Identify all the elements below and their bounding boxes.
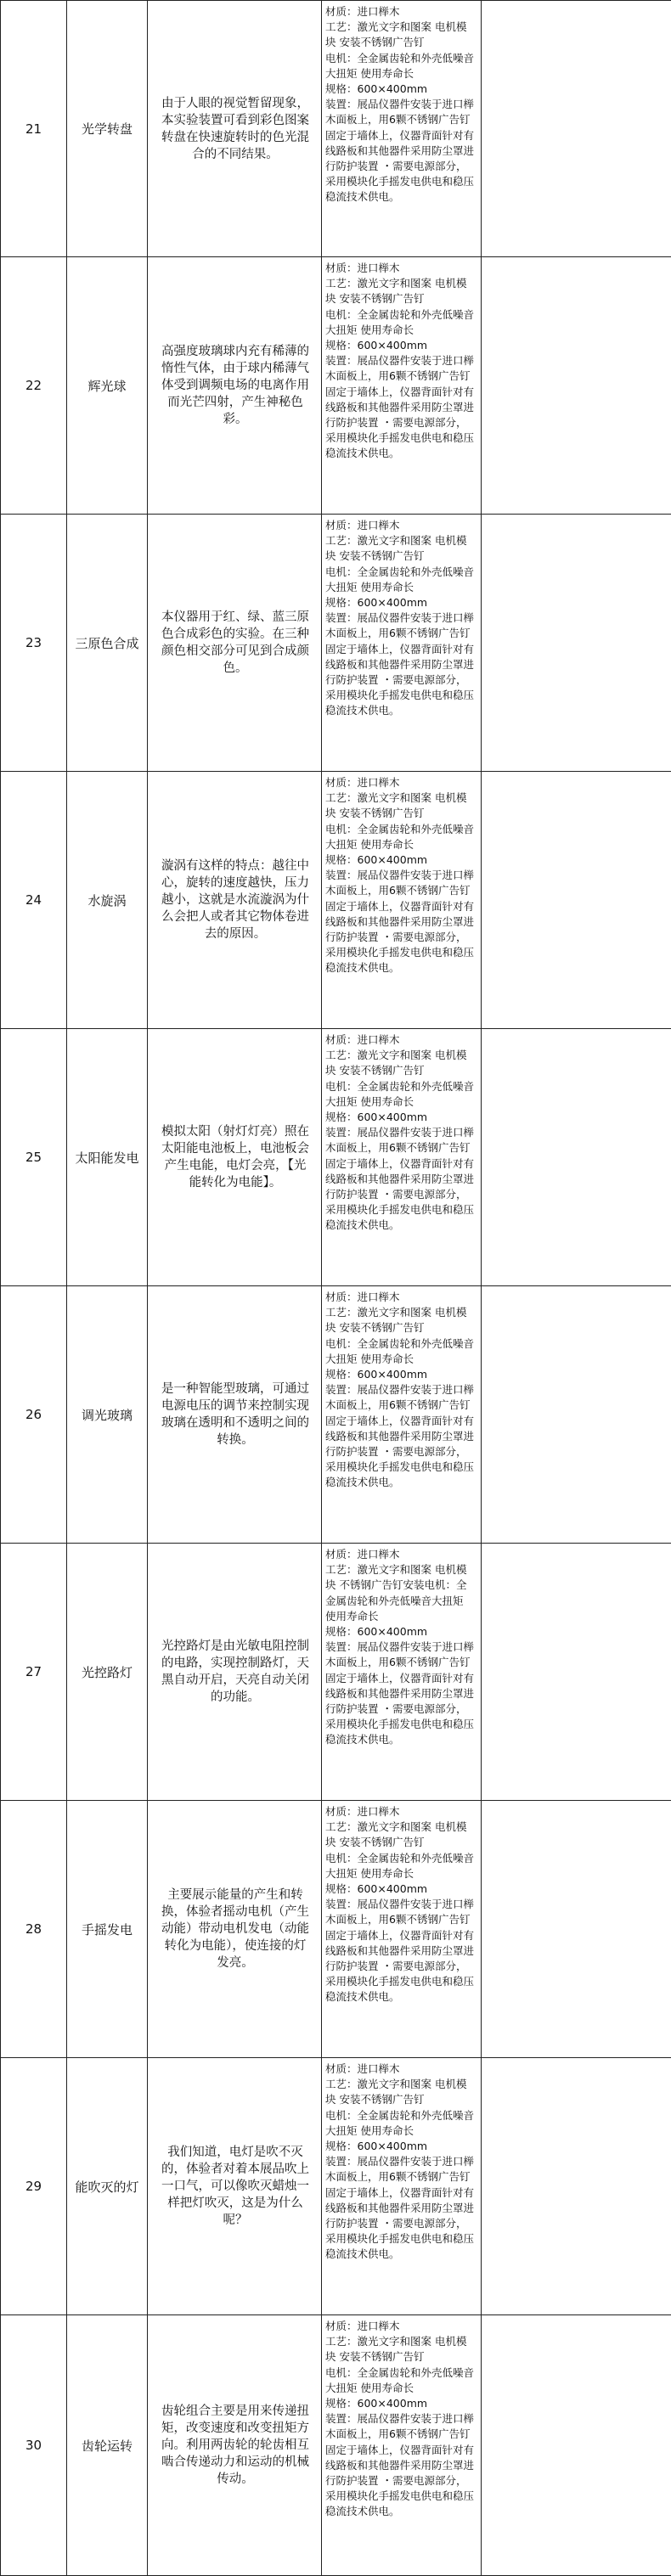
exhibit-photo bbox=[482, 2058, 671, 2315]
exhibit-description: 高强度玻璃球内充有稀薄的惰性气体，由于球内稀薄气体受到调频电场的电离作用而光芒四射，产生神秘色彩。 bbox=[148, 257, 322, 515]
exhibit-spec: 材质：进口榉木 工艺：激光文字和图案 电机模块 安装不锈钢广告钉 电机：全金属齿轮和外壳低噪音大扭矩 使用寿命长 规格：600×400mm 装置：展品仪器件安装于进口榉木面板上，用6颗不锈钢广告钉固定于墙体上，仪器背面针对有线路板和其他器件采用防尘罩进行防护装置 ・需要电源部分，采用模块化手摇发电供电和稳压稳流技术供电。 bbox=[322, 1029, 482, 1286]
exhibit-name: 辉光球 bbox=[67, 257, 148, 515]
exhibit-description: 光控路灯是由光敏电阻控制的电路，实现控制路灯，天黑自动开启，天亮自动关闭的功能。 bbox=[148, 1544, 322, 1801]
table-row bbox=[1, 257, 671, 515]
exhibit-spec: 材质：进口榉木 工艺：激光文字和图案 电机模块 安装不锈钢广告钉 电机：全金属齿轮和外壳低噪音大扭矩 使用寿命长 规格：600×400mm 装置：展品仪器件安装于进口榉木面板上，用6颗不锈钢广告钉固定于墙体上，仪器背面针对有线路板和其他器件采用防尘罩进行防护装置 ・需要电源部分，采用模块化手摇发电供电和稳压稳流技术供电。 bbox=[322, 2058, 482, 2315]
exhibit-description: 我们知道，电灯是吹不灭的，体验者对着本展品吹上一口气，可以像吹灭蜡烛一样把灯吹灭，这是为什么呢？ bbox=[148, 2058, 322, 2315]
table-row bbox=[1, 1544, 671, 1801]
exhibit-photo bbox=[482, 1286, 671, 1544]
table-row bbox=[1, 1286, 671, 1544]
exhibit-description: 是一种智能型玻璃，可通过电源电压的调节来控制实现玻璃在透明和不透明之间的转换。 bbox=[148, 1286, 322, 1544]
exhibit-name: 能吹灭的灯 bbox=[67, 2058, 148, 2315]
exhibit-spec: 材质：进口榉木 工艺：激光文字和图案 电机模块 安装不锈钢广告钉 电机：全金属齿轮和外壳低噪音大扭矩 使用寿命长 规格：600×400mm 装置：展品仪器件安装于进口榉木面板上，用6颗不锈钢广告钉固定于墙体上，仪器背面针对有线路板和其他器件采用防尘罩进行防护装置 ・需要电源部分，采用模块化手摇发电供电和稳压稳流技术供电。 bbox=[322, 1286, 482, 1544]
exhibit-description: 由于人眼的视觉暂留现象，本实验装置可看到彩色图案转盘在快速旋转时的色光混合的不同结果。 bbox=[148, 1, 322, 257]
exhibit-photo bbox=[482, 1, 671, 257]
exhibit-name: 水旋涡 bbox=[67, 772, 148, 1029]
exhibit-name: 三原色合成 bbox=[67, 515, 148, 772]
exhibit-spec: 材质：进口榉木 工艺：激光文字和图案 电机模块 安装不锈钢广告钉 电机：全金属齿轮和外壳低噪音大扭矩 使用寿命长 规格：600×400mm 装置：展品仪器件安装于进口榉木面板上，用6颗不锈钢广告钉固定于墙体上，仪器背面针对有线路板和其他器件采用防尘罩进行防护装置 ・需要电源部分，采用模块化手摇发电供电和稳压稳流技术供电。 bbox=[322, 772, 482, 1029]
exhibit-description: 本仪器用于红、绿、蓝三原色合成彩色的实验。在三种颜色相交部分可见到合成颜色。 bbox=[148, 515, 322, 772]
table-row bbox=[1, 1, 671, 257]
table-row bbox=[1, 2315, 671, 2576]
table-row bbox=[1, 772, 671, 1029]
exhibit-name: 齿轮运转 bbox=[67, 2315, 148, 2576]
exhibit-photo bbox=[482, 1029, 671, 1286]
row-number: 22 bbox=[1, 257, 67, 515]
exhibit-description: 主要展示能量的产生和转换，体验者摇动电机（产生动能）带动电机发电（动能转化为电能），使连接的灯发亮。 bbox=[148, 1801, 322, 2058]
exhibit-description: 齿轮组合主要是用来传递扭矩，改变速度和改变扭矩方向。利用两齿轮的轮齿相互啮合传递动力和运动的机械传动。 bbox=[148, 2315, 322, 2576]
exhibit-name: 光控路灯 bbox=[67, 1544, 148, 1801]
table-row bbox=[1, 2058, 671, 2315]
exhibit-photo bbox=[482, 1544, 671, 1801]
row-number: 26 bbox=[1, 1286, 67, 1544]
exhibit-spec: 材质：进口榉木 工艺：激光文字和图案 电机模块 安装不锈钢广告钉 电机：全金属齿轮和外壳低噪音大扭矩 使用寿命长 规格：600×400mm 装置：展品仪器件安装于进口榉木面板上，用6颗不锈钢广告钉固定于墙体上，仪器背面针对有线路板和其他器件采用防尘罩进行防护装置 ・需要电源部分，采用模块化手摇发电供电和稳压稳流技术供电。 bbox=[322, 2315, 482, 2576]
exhibit-photo bbox=[482, 2315, 671, 2576]
row-number: 24 bbox=[1, 772, 67, 1029]
exhibit-spec: 材质：进口榉木 工艺：激光文字和图案 电机模块 安装不锈钢广告钉 电机：全金属齿轮和外壳低噪音大扭矩 使用寿命长 规格：600×400mm 装置：展品仪器件安装于进口榉木面板上，用6颗不锈钢广告钉固定于墙体上，仪器背面针对有线路板和其他器件采用防尘罩进行防护装置 ・需要电源部分，采用模块化手摇发电供电和稳压稳流技术供电。 bbox=[322, 1801, 482, 2058]
row-number: 25 bbox=[1, 1029, 67, 1286]
exhibit-spec: 材质：进口榉木 工艺：激光文字和图案 电机模块 安装不锈钢广告钉 电机：全金属齿轮和外壳低噪音大扭矩 使用寿命长 规格：600×400mm 装置：展品仪器件安装于进口榉木面板上，用6颗不锈钢广告钉固定于墙体上，仪器背面针对有线路板和其他器件采用防尘罩进行防护装置 ・需要电源部分，采用模块化手摇发电供电和稳压稳流技术供电。 bbox=[322, 1, 482, 257]
row-number: 23 bbox=[1, 515, 67, 772]
exhibit-spec: 材质：进口榉木 工艺：激光文字和图案 电机模块 安装不锈钢广告钉 电机：全金属齿轮和外壳低噪音大扭矩 使用寿命长 规格：600×400mm 装置：展品仪器件安装于进口榉木面板上，用6颗不锈钢广告钉固定于墙体上，仪器背面针对有线路板和其他器件采用防尘罩进行防护装置 ・需要电源部分，采用模块化手摇发电供电和稳压稳流技术供电。 bbox=[322, 515, 482, 772]
exhibit-name: 调光玻璃 bbox=[67, 1286, 148, 1544]
row-number: 30 bbox=[1, 2315, 67, 2576]
table-row bbox=[1, 1801, 671, 2058]
exhibit-description: 模拟太阳（射灯灯亮）照在太阳能电池板上，电池板会产生电能，电灯会亮，【光能转化为电能】。 bbox=[148, 1029, 322, 1286]
exhibit-spec: 材质：进口榉木 工艺：激光文字和图案 电机模块 不锈钢广告钉安装电机：全金属齿轮和外壳低噪音大扭矩 使用寿命长 规格：600×400mm 装置：展品仪器件安装于进口榉木面板上，用6颗不锈钢广告钉固定于墙体上，仪器背面针对有线路板和其他器件采用防尘罩进行防护装置 ・需要电源部分，采用模块化手摇发电供电和稳压稳流技术供电。 bbox=[322, 1544, 482, 1801]
exhibit-photo bbox=[482, 515, 671, 772]
exhibit-photo bbox=[482, 1801, 671, 2058]
exhibit-description: 漩涡有这样的特点：越往中心，旋转的速度越快，压力越小，这就是水流漩涡为什么会把人或者其它物体卷进去的原因。 bbox=[148, 772, 322, 1029]
exhibit-name: 手摇发电 bbox=[67, 1801, 148, 2058]
row-number: 28 bbox=[1, 1801, 67, 2058]
exhibit-name: 太阳能发电 bbox=[67, 1029, 148, 1286]
exhibit-name: 光学转盘 bbox=[67, 1, 148, 257]
row-number: 27 bbox=[1, 1544, 67, 1801]
row-number: 29 bbox=[1, 2058, 67, 2315]
exhibit-photo bbox=[482, 772, 671, 1029]
exhibit-photo bbox=[482, 257, 671, 515]
table-row bbox=[1, 515, 671, 772]
row-number: 21 bbox=[1, 1, 67, 257]
table-row bbox=[1, 1029, 671, 1286]
exhibit-spec: 材质：进口榉木 工艺：激光文字和图案 电机模块 安装不锈钢广告钉 电机：全金属齿轮和外壳低噪音大扭矩 使用寿命长 规格：600×400mm 装置：展品仪器件安装于进口榉木面板上，用6颗不锈钢广告钉固定于墙体上，仪器背面针对有线路板和其他器件采用防尘罩进行防护装置 ・需要电源部分，采用模块化手摇发电供电和稳压稳流技术供电。 bbox=[322, 257, 482, 515]
